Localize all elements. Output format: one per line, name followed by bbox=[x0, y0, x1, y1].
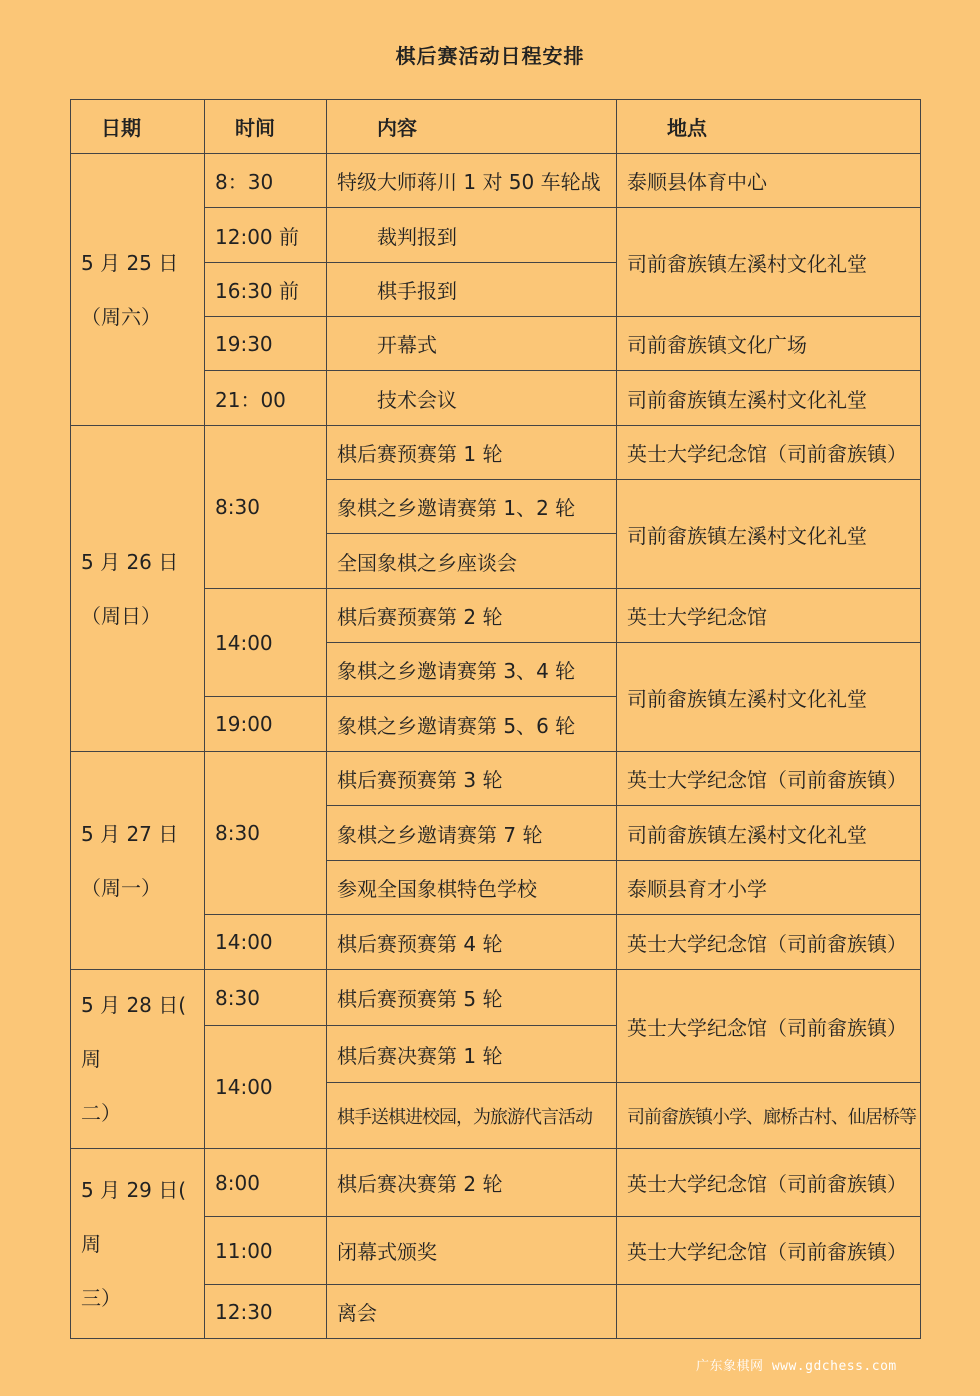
weekday-label: （周一） bbox=[81, 875, 161, 900]
weekday-label: 二） bbox=[81, 1101, 121, 1125]
time-cell: 14:00 bbox=[205, 589, 327, 697]
content-cell: 棋手送棋进校园，为旅游代言活动 bbox=[327, 1083, 617, 1149]
content-cell: 棋后赛预赛第 5 轮 bbox=[327, 970, 617, 1026]
table-row bbox=[71, 154, 921, 208]
place-cell: 英士大学纪念馆（司前畲族镇） bbox=[617, 1217, 921, 1285]
header-time: 时间 bbox=[205, 100, 327, 154]
place-cell: 泰顺县育才小学 bbox=[617, 861, 921, 915]
time-cell: 8：30 bbox=[205, 154, 327, 208]
date-label: 5 月 27 日 bbox=[81, 821, 179, 846]
table-row bbox=[71, 1149, 921, 1217]
time-cell: 8:00 bbox=[205, 1149, 327, 1217]
table-row bbox=[71, 970, 921, 1026]
time-cell: 12:00 前 bbox=[205, 208, 327, 263]
content-cell: 象棋之乡邀请赛第 7 轮 bbox=[327, 806, 617, 861]
place-cell: 司前畲族镇左溪村文化礼堂 bbox=[617, 643, 921, 752]
content-cell: 棋后赛预赛第 4 轮 bbox=[327, 915, 617, 970]
time-cell: 14:00 bbox=[205, 1026, 327, 1149]
weekday-label: 三） bbox=[81, 1285, 121, 1310]
content-cell: 象棋之乡邀请赛第 3、4 轮 bbox=[327, 643, 617, 697]
schedule-table bbox=[70, 99, 921, 1339]
place-cell: 英士大学纪念馆（司前畲族镇） bbox=[617, 1149, 921, 1217]
time-cell: 19:30 bbox=[205, 317, 327, 371]
content-cell: 棋手报到 bbox=[327, 263, 617, 317]
date-label: 5 月 28 日( 周 bbox=[81, 993, 187, 1071]
place-cell: 司前畲族镇左溪村文化礼堂 bbox=[617, 480, 921, 589]
place-cell: 英士大学纪念馆（司前畲族镇） bbox=[617, 426, 921, 480]
time-cell: 8:30 bbox=[205, 970, 327, 1026]
time-cell: 14:00 bbox=[205, 915, 327, 970]
content-cell: 象棋之乡邀请赛第 5、6 轮 bbox=[327, 697, 617, 752]
date-label: 5 月 29 日( 周 bbox=[81, 1177, 187, 1256]
place-cell: 英士大学纪念馆（司前畲族镇） bbox=[617, 915, 921, 970]
place-cell: 英士大学纪念馆 bbox=[617, 589, 921, 643]
content-cell: 闭幕式颁奖 bbox=[327, 1217, 617, 1285]
time-cell: 21：00 bbox=[205, 371, 327, 426]
header-date: 日期 bbox=[71, 100, 205, 154]
weekday-label: （周日） bbox=[81, 603, 161, 628]
time-cell: 16:30 前 bbox=[205, 263, 327, 317]
time-cell: 8:30 bbox=[205, 752, 327, 915]
place-cell: 司前畲族镇小学、廊桥古村、仙居桥等 bbox=[617, 1083, 921, 1149]
content-cell: 象棋之乡邀请赛第 1、2 轮 bbox=[327, 480, 617, 534]
place-cell: 英士大学纪念馆（司前畲族镇） bbox=[617, 752, 921, 806]
date-cell bbox=[71, 426, 205, 752]
content-cell: 棋后赛预赛第 1 轮 bbox=[327, 426, 617, 480]
place-cell: 司前畲族镇左溪村文化礼堂 bbox=[617, 806, 921, 861]
content-cell: 离会 bbox=[327, 1285, 617, 1339]
time-cell: 12:30 bbox=[205, 1285, 327, 1339]
watermark: 广东象棋网 www.gdchess.com bbox=[696, 1359, 897, 1374]
table-row bbox=[71, 426, 921, 480]
place-cell bbox=[617, 1285, 921, 1339]
content-cell: 特级大师蒋川 1 对 50 车轮战 bbox=[327, 154, 617, 208]
weekday-label: （周六） bbox=[81, 304, 161, 329]
content-cell: 棋后赛预赛第 2 轮 bbox=[327, 589, 617, 643]
table-header-row bbox=[71, 100, 921, 154]
date-cell bbox=[71, 752, 205, 970]
date-cell bbox=[71, 1149, 205, 1339]
content-cell: 棋后赛决赛第 1 轮 bbox=[327, 1026, 617, 1083]
place-cell: 司前畲族镇左溪村文化礼堂 bbox=[617, 371, 921, 426]
place-cell: 英士大学纪念馆（司前畲族镇） bbox=[617, 970, 921, 1083]
content-cell: 开幕式 bbox=[327, 317, 617, 371]
page-title: 棋后赛活动日程安排 bbox=[395, 44, 585, 68]
place-cell: 司前畲族镇左溪村文化礼堂 bbox=[617, 208, 921, 317]
place-cell: 司前畲族镇文化广场 bbox=[617, 317, 921, 371]
content-cell: 棋后赛决赛第 2 轮 bbox=[327, 1149, 617, 1217]
time-cell: 19:00 bbox=[205, 697, 327, 752]
date-label: 5 月 26 日 bbox=[81, 549, 179, 574]
content-cell: 裁判报到 bbox=[327, 208, 617, 263]
header-place: 地点 bbox=[617, 100, 921, 154]
content-cell: 参观全国象棋特色学校 bbox=[327, 861, 617, 915]
date-label: 5 月 25 日 bbox=[81, 250, 179, 275]
header-content: 内容 bbox=[327, 100, 617, 154]
date-cell bbox=[71, 154, 205, 426]
content-cell: 全国象棋之乡座谈会 bbox=[327, 534, 617, 589]
place-cell: 泰顺县体育中心 bbox=[617, 154, 921, 208]
content-cell: 棋后赛预赛第 3 轮 bbox=[327, 752, 617, 806]
content-cell: 技术会议 bbox=[327, 371, 617, 426]
time-cell: 8:30 bbox=[205, 426, 327, 589]
date-cell bbox=[71, 970, 205, 1149]
table-row bbox=[71, 752, 921, 806]
time-cell: 11:00 bbox=[205, 1217, 327, 1285]
